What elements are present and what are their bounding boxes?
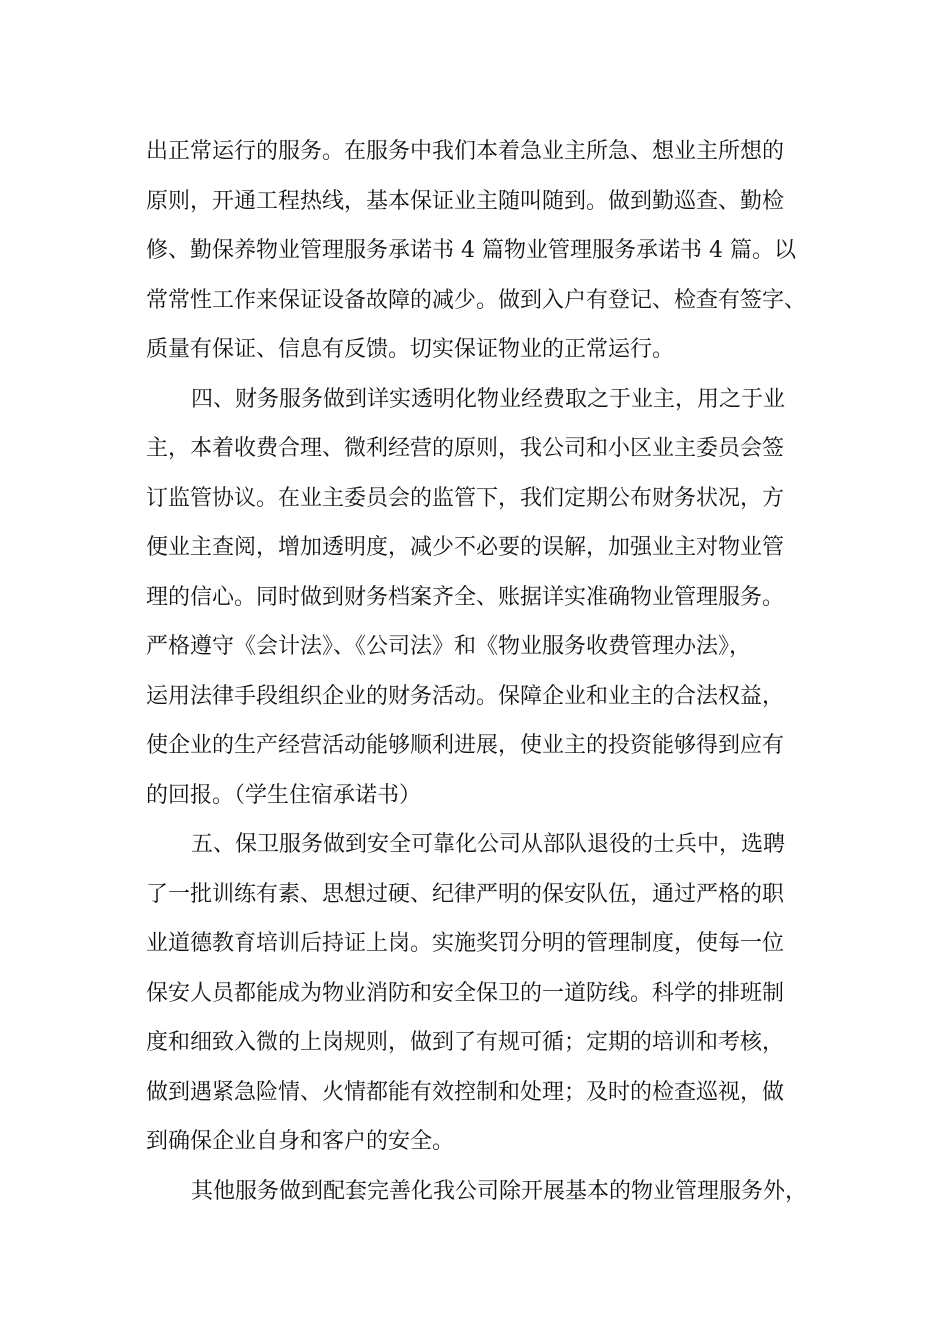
text-line: 做到遇紧急险情、火情都能有效控制和处理；及时的检查巡视，做: [146, 1080, 785, 1105]
text-line: 的回报。（学生住宿承诺书）: [146, 783, 422, 808]
text-line: 度和细致入微的上岗规则，做到了有规可循；定期的培训和考核，: [146, 1030, 785, 1055]
text-line: 运用法律手段组织企业的财务活动。保障企业和业主的合法权益，: [146, 684, 785, 709]
text-line: 业道德教育培训后持证上岗。实施奖罚分明的管理制度，使每一位: [146, 931, 785, 956]
text-line: 到确保企业自身和客户的安全。: [146, 1129, 455, 1154]
text-line: 主，本着收费合理、微利经营的原则，我公司和小区业主委员会签: [146, 436, 785, 461]
text-line: 质量有保证、信息有反馈。切实保证物业的正常运行。: [146, 337, 675, 362]
text-line: 修、勤保养物业管理服务承诺书 4 篇物业管理服务承诺书 4 篇。以: [146, 238, 796, 263]
text-line: 常常性工作来保证设备故障的减少。做到入户有登记、检查有签字、: [146, 288, 807, 313]
text-line: 保安人员都能成为物业消防和安全保卫的一道防线。科学的排班制: [146, 981, 785, 1006]
text-line: 出正常运行的服务。在服务中我们本着急业主所急、想业主所想的: [146, 139, 785, 164]
text-line: 五、保卫服务做到安全可靠化公司从部队退役的士兵中，选聘: [191, 832, 786, 857]
text-line: 理的信心。同时做到财务档案齐全、账据详实准确物业管理服务。: [146, 585, 785, 610]
text-line: 了一批训练有素、思想过硬、纪律严明的保安队伍，通过严格的职: [146, 882, 785, 907]
text-line: 便业主查阅，增加透明度，减少不必要的误解，加强业主对物业管: [146, 535, 785, 560]
text-line: 原则，开通工程热线，基本保证业主随叫随到。做到勤巡查、勤检: [146, 189, 785, 214]
text-line: 四、财务服务做到详实透明化物业经费取之于业主，用之于业: [191, 387, 786, 412]
text-line: 使企业的生产经营活动能够顺利进展，使业主的投资能够得到应有: [146, 733, 785, 758]
text-line: 订监管协议。在业主委员会的监管下，我们定期公布财务状况，方: [146, 486, 785, 511]
text-line: 其他服务做到配套完善化我公司除开展基本的物业管理服务外，: [191, 1179, 808, 1204]
text-line: 严格遵守《会计法》、《公司法》和《物业服务收费管理办法》，: [146, 634, 752, 659]
